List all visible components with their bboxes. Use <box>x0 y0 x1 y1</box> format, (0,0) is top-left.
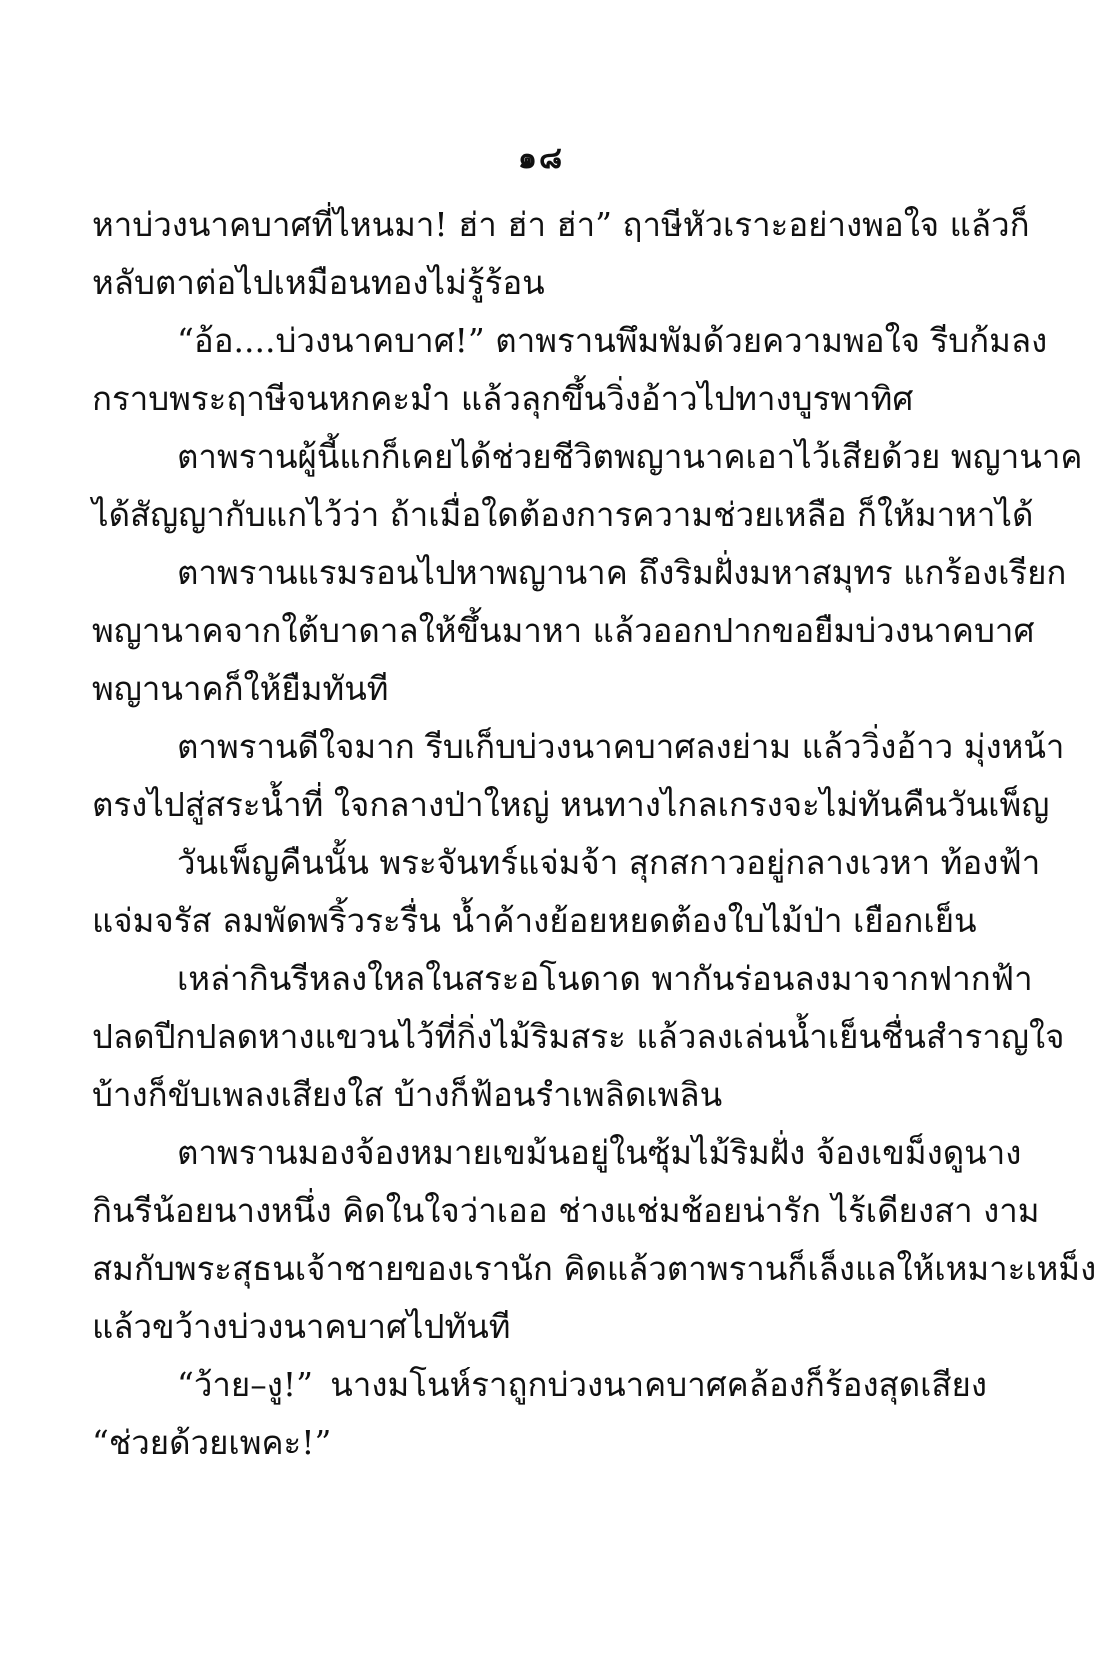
story-text <box>92 196 1096 1472</box>
text-line: ได้สัญญากับแกไว้ว่า ถ้าเมื่อใดต้องการความช่วยเหลือ ก็ให้มาหาได้ <box>92 495 1034 534</box>
text-line: สมกับพระสุธนเจ้าชายของเรานัก คิดแล้วตาพรานก็เล็งแลให้เหมาะเหม็ง <box>92 1249 1096 1288</box>
page-number: ๑๘ <box>517 141 565 176</box>
text-line: พญานาคก็ให้ยืมทันที <box>92 669 389 708</box>
text-line: หลับตาต่อไปเหมือนทองไม่รู้ร้อน <box>92 263 545 302</box>
text-line: เหล่ากินรีหลงใหลในสระอโนดาด พากันร่อนลงมาจากฟากฟ้า <box>177 959 1033 998</box>
text-line: แล้วขว้างบ่วงนาคบาศไปทันที <box>92 1307 511 1346</box>
text-line: ปลดปีกปลดหางแขวนไว้ที่กิ่งไม้ริมสระ แล้วลงเล่นน้ำเย็นชื่นสำราญใจ <box>92 1017 1065 1056</box>
text-line: ตาพรานผู้นี้แกก็เคยได้ช่วยชีวิตพญานาคเอาไว้เสียด้วย พญานาค <box>177 437 1083 476</box>
text-line: แจ่มจรัส ลมพัดพริ้วระรื่น น้ำค้างย้อยหยดต้องใบไม้ป่า เยือกเย็น <box>92 901 977 940</box>
text-line: ตาพรานแรมรอนไปหาพญานาค ถึงริมฝั่งมหาสมุทร แกร้องเรียก <box>177 553 1067 592</box>
text-line: กินรีน้อยนางหนึ่ง คิดในใจว่าเออ ช่างแช่มช้อยน่ารัก ไร้เดียงสา งาม <box>92 1191 1040 1230</box>
text-line: หาบ่วงนาคบาศที่ไหนมา! ฮ่า ฮ่า ฮ่า” ฤาษีหัวเราะอย่างพอใจ แล้วก็ <box>92 205 1030 244</box>
text-line: ตาพรานดีใจมาก รีบเก็บบ่วงนาคบาศลงย่าม แล้ววิ่งอ้าว มุ่งหน้า <box>177 727 1065 766</box>
text-line: “ช่วยด้วยเพคะ!” <box>92 1423 332 1462</box>
text-line: กราบพระฤาษีจนหกคะมำ แล้วลุกขึ้นวิ่งอ้าวไปทางบูรพาทิศ <box>92 379 914 418</box>
text-line: ตาพรานมองจ้องหมายเขม้นอยู่ในซุ้มไม้ริมฝั่ง จ้องเขม็งดูนาง <box>177 1133 1022 1172</box>
text-line: พญานาคจากใต้บาดาลให้ขึ้นมาหา แล้วออกปากขอยืมบ่วงนาคบาศ <box>92 611 1035 650</box>
text-line: “อ้อ....บ่วงนาคบาศ!” ตาพรานพึมพัมด้วยความพอใจ รีบก้มลง <box>177 321 1048 360</box>
text-line: วันเพ็ญคืนนั้น พระจันทร์แจ่มจ้า สุกสกาวอยู่กลางเวหา ท้องฟ้า <box>177 843 1041 882</box>
text-line: บ้างก็ขับเพลงเสียงใส บ้างก็ฟ้อนรำเพลิดเพลิน <box>92 1075 723 1114</box>
text-line: “ว้าย–งู!” นางมโนห์ราถูกบ่วงนาคบาศคล้องก็ร้องสุดเสียง <box>177 1365 987 1404</box>
text-line: ตรงไปสู่สระน้ำที่ ใจกลางป่าใหญ่ หนทางไกลเกรงจะไม่ทันคืนวันเพ็ญ <box>92 785 1050 824</box>
